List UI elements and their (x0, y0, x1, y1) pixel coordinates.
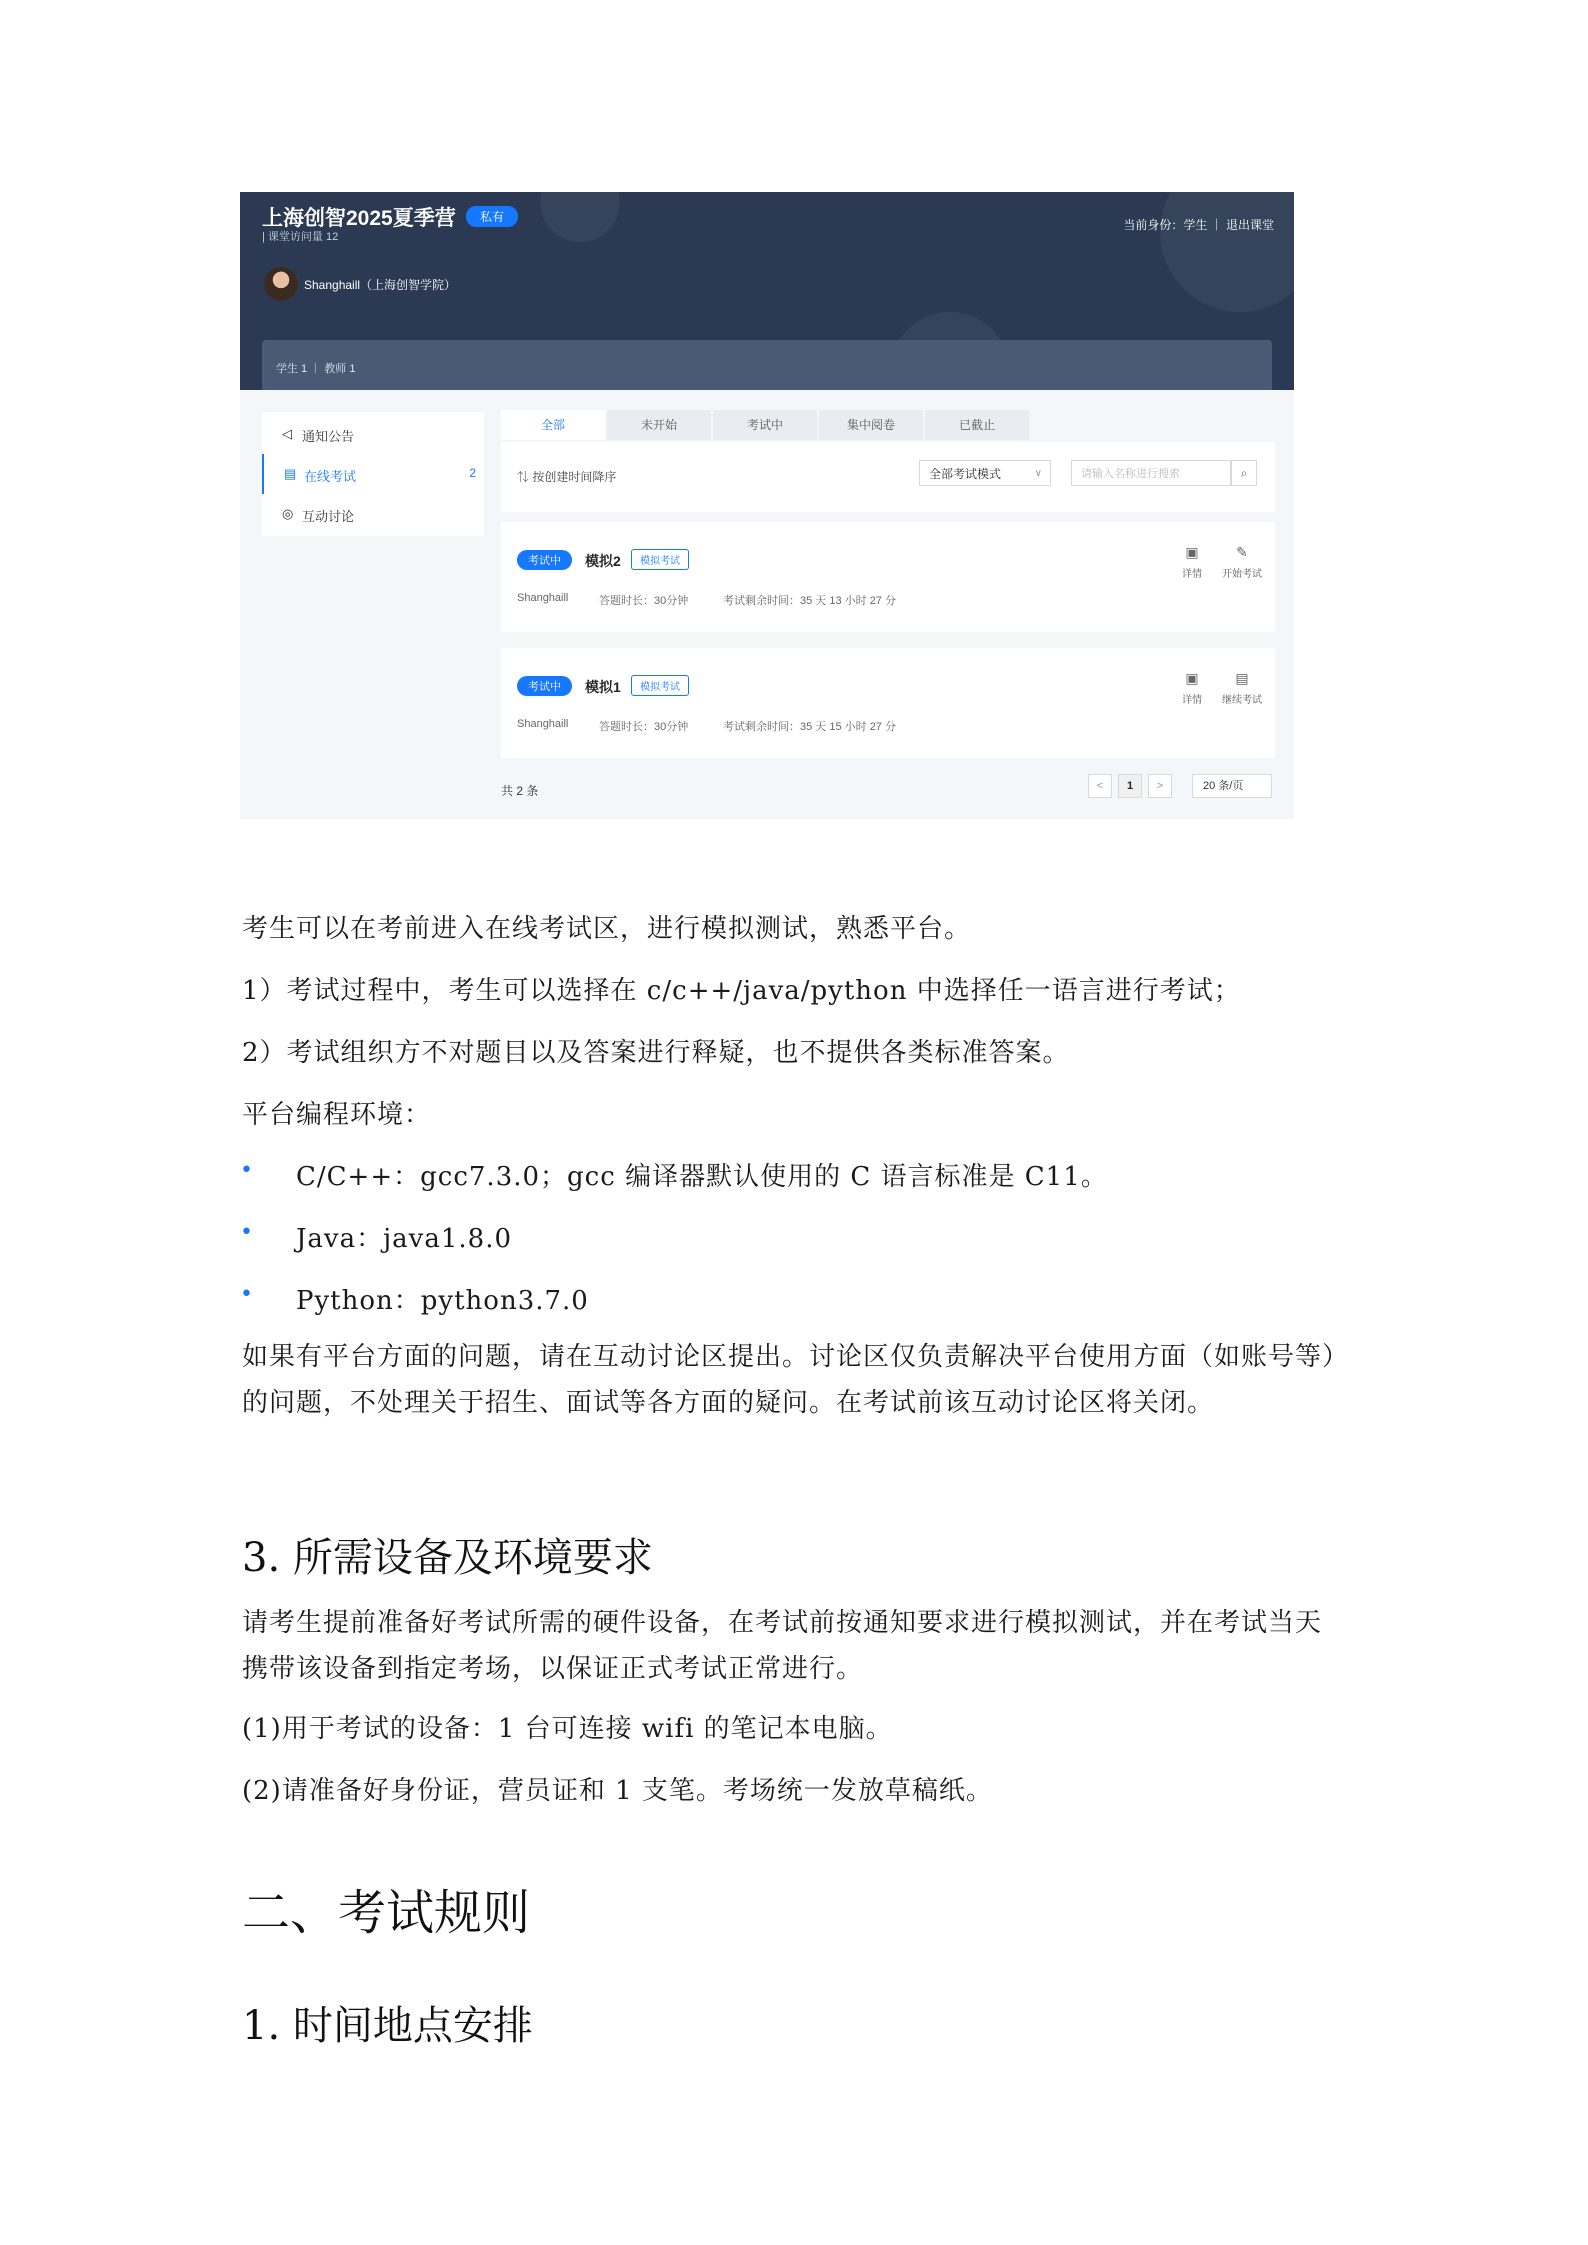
status-badge: 考试中 (517, 676, 572, 696)
nav-item-online-exam[interactable] (262, 454, 486, 494)
action-label: 继续考试 (1222, 695, 1262, 706)
left-nav (262, 412, 484, 536)
tab-grading[interactable]: 集中阅卷 (819, 410, 923, 440)
nav-label: 互动讨论 (302, 509, 355, 524)
visit-count: | 课堂访问量 12 (262, 231, 339, 243)
status-badge: 考试中 (517, 550, 572, 570)
paragraph: 考生可以在考前进入在线考试区，进行模拟测试，熟悉平台。 (242, 914, 972, 944)
detail-label: 详情 (1182, 569, 1202, 580)
section-heading: 3. 所需设备及环境要求 (242, 1535, 653, 1581)
list-item: Python：python3.7.0 (296, 1286, 589, 1316)
list-item: C/C++：gcc7.3.0；gcc 编译器默认使用的 C 语言标准是 C11。 (296, 1162, 1108, 1192)
detail-label: 详情 (1182, 695, 1202, 706)
detail-button[interactable] (1169, 670, 1215, 706)
member-stats: 学生 1 ｜ 教师 1 (276, 363, 356, 375)
continue-exam-button[interactable] (1215, 670, 1269, 706)
tab-all[interactable]: 全部 (501, 410, 605, 440)
exam-name: 模拟1 (585, 679, 621, 695)
chevron-down-icon: ∨ (1034, 468, 1042, 479)
sort-label: 按创建时间降序 (532, 470, 617, 484)
sort-icon: ⇅ (517, 470, 530, 484)
course-banner (240, 192, 1294, 390)
paragraph: 1）考试过程中，考生可以选择在 c/c++/java/python 中选择任一语言进行考试； (242, 976, 1241, 1006)
mock-exam-tag: 模拟考试 (631, 549, 689, 570)
course-title: 上海创智2025夏季营 (262, 207, 456, 230)
avatar (264, 267, 298, 301)
paragraph: (2)请准备好身份证，营员证和 1 支笔。考场统一发放草稿纸。 (242, 1776, 993, 1806)
identity-bar[interactable]: 当前身份：学生 ｜ 退出课堂 (1123, 218, 1274, 232)
exam-name: 模拟2 (585, 553, 621, 569)
bullet-marker: • (240, 1220, 253, 1245)
exam-icon: ▤ (284, 466, 297, 481)
paragraph: 如果有平台方面的问题，请在互动讨论区提出。讨论区仅负责解决平台使用方面（如账号等）的问题，不处理关于招生、面试等各方面的疑问。在考试前该互动讨论区将关闭。 (242, 1342, 1337, 1418)
chat-icon: ◎ (282, 506, 294, 521)
start-exam-button[interactable] (1215, 544, 1269, 580)
mode-select-value: 全部考试模式 (929, 467, 1002, 481)
detail-icon: ▣ (1185, 544, 1199, 560)
megaphone-icon: ◁ (282, 426, 292, 441)
paragraph: 2）考试组织方不对题目以及答案进行释疑，也不提供各类标准答案。 (242, 1038, 1070, 1068)
search-input[interactable]: 请输入名称进行搜索 (1071, 460, 1231, 486)
exam-count: 2 (469, 466, 476, 480)
next-page-button[interactable]: > (1148, 774, 1172, 798)
exam-duration: 答题时长：30分钟 (599, 721, 689, 733)
exam-remaining: 考试剩余时间：35 天 13 小时 27 分 (723, 595, 896, 607)
course-screenshot (240, 192, 1294, 819)
page-number[interactable]: 1 (1118, 774, 1142, 798)
stats-bar (262, 340, 1272, 390)
exam-card[interactable] (501, 648, 1275, 758)
privacy-badge: 私有 (466, 206, 518, 227)
detail-icon: ▣ (1185, 670, 1199, 686)
paragraph: 平台编程环境： (242, 1100, 432, 1130)
bullet-marker: • (240, 1282, 253, 1307)
tab-not-started[interactable]: 未开始 (607, 410, 711, 440)
nav-label: 通知公告 (302, 429, 355, 444)
chapter-heading: 二、考试规则 (242, 1885, 531, 1941)
exam-duration: 答题时长：30分钟 (599, 595, 689, 607)
nav-item-announcements[interactable] (262, 414, 484, 454)
total-count: 共 2 条 (501, 784, 539, 798)
section-heading: 1. 时间地点安排 (242, 2003, 533, 2049)
nav-item-discussion[interactable] (262, 494, 484, 534)
edit-icon: ✎ (1236, 544, 1248, 560)
sort-toggle[interactable] (517, 468, 616, 485)
search-icon[interactable]: ⌕ (1231, 460, 1257, 486)
exam-remaining: 考试剩余时间：35 天 15 小时 27 分 (723, 721, 896, 733)
detail-button[interactable] (1169, 544, 1215, 580)
bullet-marker: • (240, 1158, 253, 1183)
tab-closed[interactable]: 已截止 (925, 410, 1029, 440)
mock-exam-tag: 模拟考试 (631, 675, 689, 696)
tab-in-progress[interactable]: 考试中 (713, 410, 817, 440)
list-item: Java：java1.8.0 (296, 1224, 513, 1254)
exam-author: Shanghaill (517, 592, 569, 604)
teacher-name: Shanghaill（上海创智学院） (304, 278, 457, 292)
paragraph: 请考生提前准备好考试所需的硬件设备，在考试前按通知要求进行模拟测试，并在考试当天携带该设备到指定考场，以保证正式考试正常进行。 (242, 1608, 1323, 1684)
nav-label: 在线考试 (304, 469, 357, 484)
exam-mode-select[interactable] (919, 460, 1051, 486)
exam-card[interactable] (501, 522, 1275, 632)
document-icon: ▤ (1235, 670, 1249, 686)
page-size-select[interactable]: 20 条/页 (1192, 774, 1272, 798)
paragraph: (1)用于考试的设备：1 台可连接 wifi 的笔记本电脑。 (242, 1714, 893, 1744)
exam-toolbar (501, 442, 1275, 512)
prev-page-button[interactable]: < (1088, 774, 1112, 798)
action-label: 开始考试 (1222, 569, 1262, 580)
exam-author: Shanghaill (517, 718, 569, 730)
